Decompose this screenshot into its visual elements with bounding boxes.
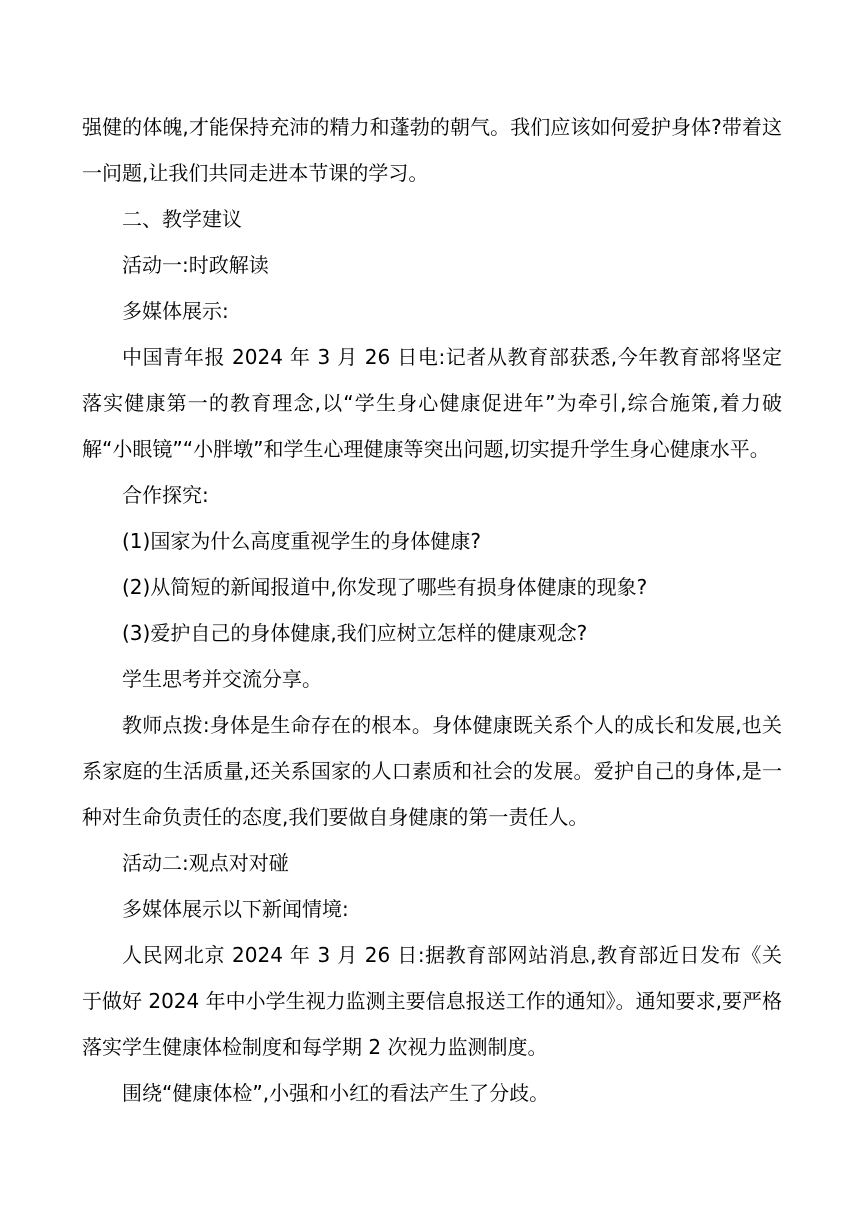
paragraph-intro-continuation: 强健的体魄,才能保持充沛的精力和蓬勃的朝气。我们应该如何爱护身体?带着这一问题,让我们共同走进本节课的学习。 — [82, 115, 782, 185]
section-heading-teaching-suggestions: 二、教学建议 — [122, 207, 242, 231]
activity-two-heading: 活动二:观点对对碰 — [122, 851, 289, 875]
document-body — [82, 104, 782, 1116]
multimedia-label: 多媒体展示: — [122, 299, 229, 323]
news-paragraph-youth-daily: 中国青年报 2024 年 3 月 26 日电:记者从教育部获悉,今年教育部将坚定落实健康第一的教育理念,以“学生身心健康促进年”为牵引,综合施策,着力破解“小眼镜”“小胖墩”和学生心理健康等突出问题,切实提升学生身心健康水平。 — [82, 345, 782, 461]
news-paragraph-peoples-daily: 人民网北京 2024 年 3 月 26 日:据教育部网站消息,教育部近日发布《关于做好 2024 年中小学生视力监测主要信息报送工作的通知》。通知要求,要严格落实学生健康体检制度和每学期 2 次视力监测制度。 — [82, 943, 782, 1059]
activity-one-heading: 活动一:时政解读 — [122, 253, 269, 277]
teacher-guidance-paragraph: 教师点拨:身体是生命存在的根本。身体健康既关系个人的成长和发展,也关系家庭的生活质量,还关系国家的人口素质和社会的发展。爱护自己的身体,是一种对生命负责任的态度,我们要做自身健康的第一责任人。 — [82, 713, 782, 829]
multimedia-news-label: 多媒体展示以下新闻情境: — [122, 897, 349, 921]
question-1: (1)国家为什么高度重视学生的身体健康? — [122, 529, 481, 553]
student-share-line: 学生思考并交流分享。 — [122, 667, 322, 691]
disagreement-line: 围绕“健康体检”,小强和小红的看法产生了分歧。 — [122, 1081, 550, 1105]
cooperative-inquiry-label: 合作探究: — [122, 483, 209, 507]
question-2: (2)从简短的新闻报道中,你发现了哪些有损身体健康的现象? — [122, 575, 648, 599]
question-3: (3)爱护自己的身体健康,我们应树立怎样的健康观念? — [122, 621, 588, 645]
